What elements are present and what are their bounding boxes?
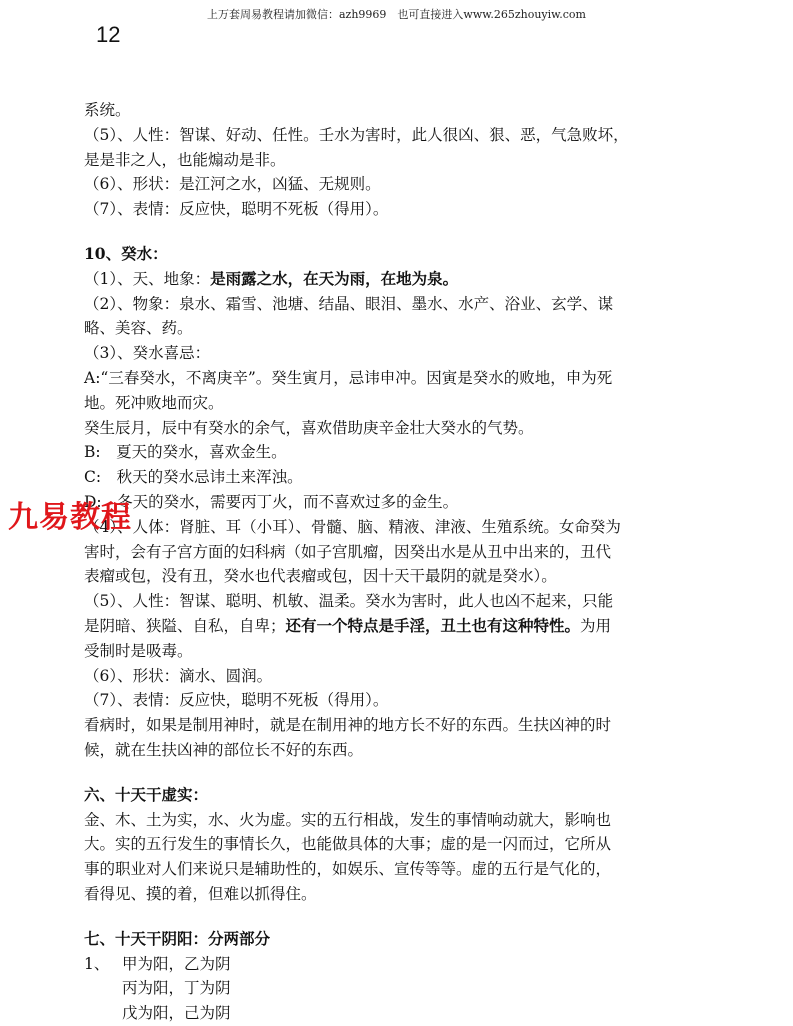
text-line: （3）、癸水喜忌： — [84, 344, 211, 363]
text-line: 看病时，如果是制用神时，就是在制用神的地方长不好的东西。生扶凶神的时 — [84, 716, 612, 735]
text-line: 受制时是吸毒。 — [84, 641, 193, 660]
text-line: 系统。 — [84, 101, 131, 119]
text-line: （4）、人体：肾脏、耳（小耳）、骨髓、脑、精液、津液、生殖系统。女命癸为 — [84, 517, 621, 536]
text-line: D: 冬天的癸水，需要丙丁火，而不喜欢过多的金生。 — [84, 492, 459, 511]
document-body — [84, 98, 724, 1026]
text-line: （2）、物象：泉水、霜雪、池塘、结晶、眼泪、墨水、水产、浴业、玄学、谋 — [84, 294, 614, 313]
text-segment: 是阴暗、狭隘、自私，自卑； — [84, 616, 286, 635]
text-line: 是是非之人，也能煽动是非。 — [84, 150, 286, 169]
text-line: 害时，会有子宫方面的妇科病（如子宫肌瘤，因癸出水是从丑中出来的，丑代 — [84, 542, 612, 561]
text-line: 大。实的五行发生的事情长久，也能做具体的大事；虚的是一闪而过，它所从 — [84, 835, 612, 854]
text-line: （5）、人性：智谋、好动、任性。壬水为害时，此人很凶、狠、恶，气急败坏， — [84, 125, 629, 144]
text-line: 癸生辰月，辰中有癸水的余气，喜欢借助庚辛金壮大癸水的气势。 — [84, 418, 534, 437]
list-item: 戊为阳，己为阴 — [122, 1004, 231, 1023]
text-line: B: 夏天的癸水，喜欢金生。 — [84, 443, 287, 462]
text-line: 表瘤或包，没有丑，癸水也代表瘤或包，因十天干最阴的就是癸水）。 — [84, 567, 557, 586]
list-number: 1、 — [84, 954, 110, 973]
text-line: 略、美容、药。 — [84, 319, 193, 338]
text-line: 地。死冲败地而灾。 — [84, 393, 224, 412]
list-item — [84, 952, 724, 977]
page-number: 12 — [96, 22, 121, 47]
text-line: （5）、人性：智谋、聪明、机敏、温柔。癸水为害时，此人也凶不起来，只能 — [84, 592, 614, 611]
list-item: 丙为阳，丁为阴 — [122, 979, 231, 998]
text-line: C: 秋天的癸水忌讳土来浑浊。 — [84, 468, 303, 487]
text-line — [84, 267, 724, 292]
text-line: A:“三春癸水，不离庚辛”。癸生寅月，忌讳申冲。因寅是癸水的败地，申为死 — [84, 368, 613, 387]
watermark-logo: 九易教程 — [8, 500, 132, 535]
text-line: （6）、形状：是江河之水，凶猛、无规则。 — [84, 175, 381, 194]
section-heading-xushi: 六、十天干虚实： — [84, 784, 209, 804]
list-text: 甲为阳，乙为阴 — [122, 954, 231, 973]
bold-text: 还有一个特点是手淫，丑土也有这种特性。 — [285, 615, 581, 635]
text-segment: 为用 — [580, 616, 612, 635]
text-line — [84, 614, 724, 639]
label: （1）、天、地象： — [84, 269, 211, 288]
text-line: 事的职业对人们来说只是辅助性的，如娱乐、宣传等等。虚的五行是气化的， — [84, 860, 612, 879]
text-line: 候，就在生扶凶神的部位长不好的东西。 — [84, 740, 364, 759]
text-line: （7）、表情：反应快，聪明不死板（得用）。 — [84, 691, 389, 710]
text-line: （6）、形状：滴水、圆润。 — [84, 666, 273, 685]
section-heading-gui-water: 10、癸水： — [84, 243, 168, 263]
header-note: 上万套周易教程请加微信：azh9969 也可直接进入www.265zhouyiw.com — [206, 8, 586, 21]
section-heading-yinyang: 七、十天干阴阳：分两部分 — [84, 928, 271, 948]
text-line: 金、木、土为实，水、火为虚。实的五行相战，发生的事情响动就大，影响也 — [84, 810, 612, 829]
bold-text: 是雨露之水，在天为雨，在地为泉。 — [210, 268, 459, 288]
text-line: （7）、表情：反应快，聪明不死板（得用）。 — [84, 200, 389, 219]
text-line: 看得见、摸的着，但难以抓得住。 — [84, 884, 317, 903]
